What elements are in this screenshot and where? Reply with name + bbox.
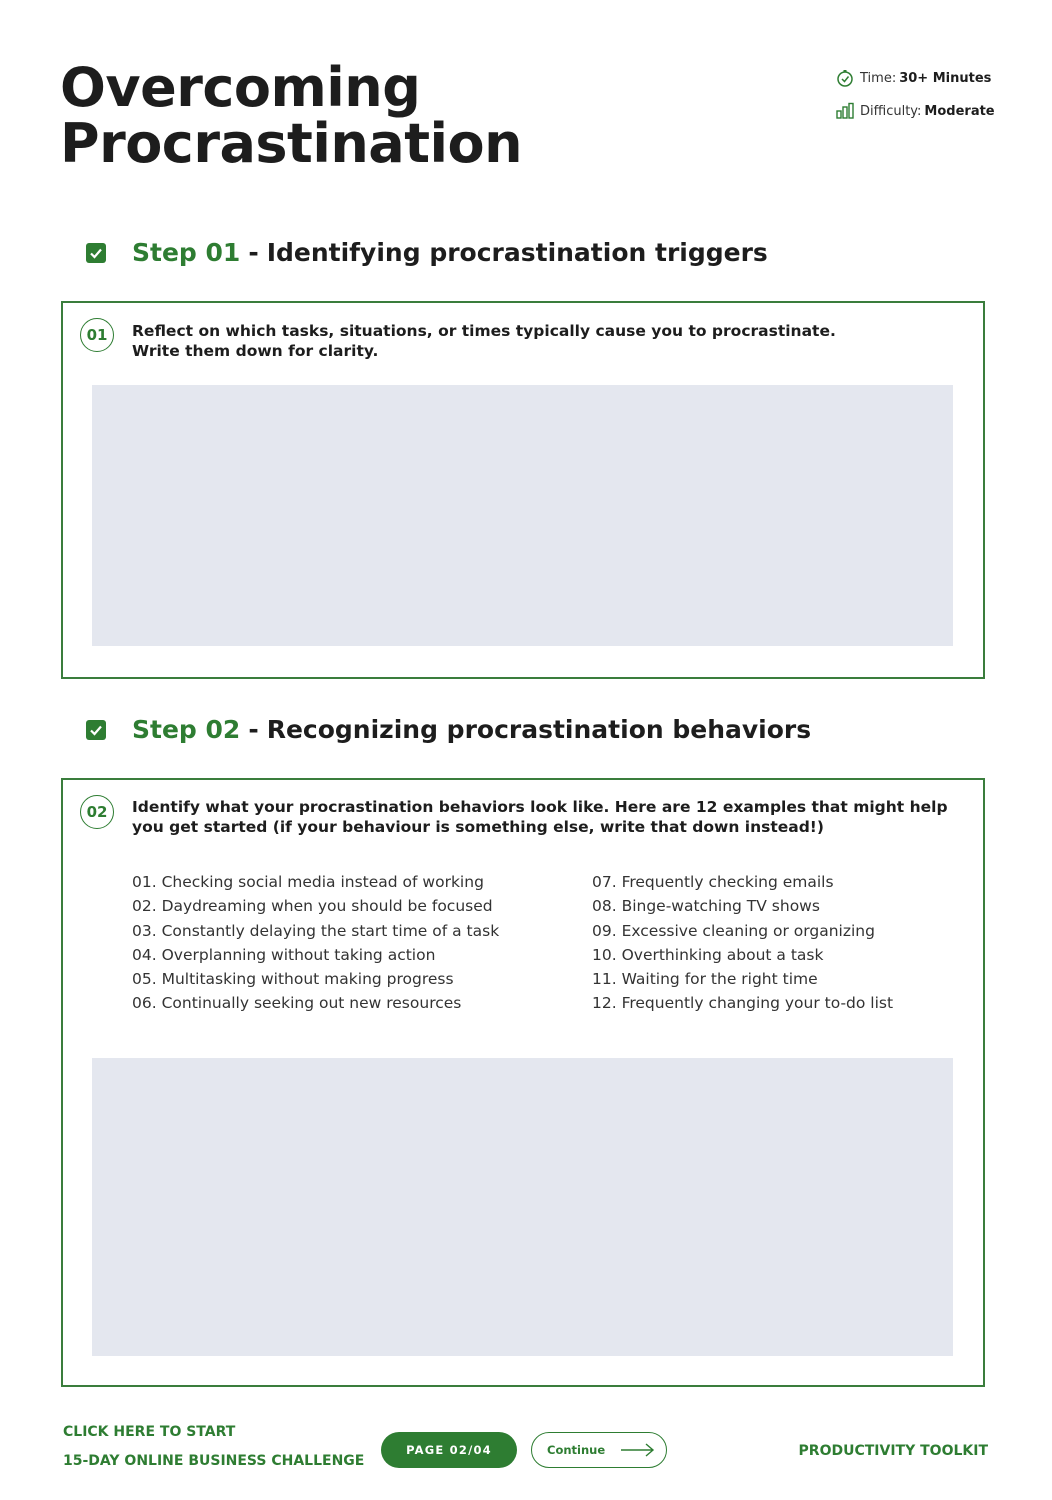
checkbox-checked-icon[interactable] [86, 243, 106, 263]
checkbox-checked-icon[interactable] [86, 720, 106, 740]
step1-title: Identifying procrastination triggers [266, 238, 768, 267]
page-indicator-label: PAGE 02/04 [406, 1443, 492, 1457]
step2-heading [86, 715, 811, 744]
difficulty-meta [836, 102, 995, 120]
list-item: 03. Constantly delaying the start time of a task [132, 921, 500, 940]
step2-title: Recognizing procrastination behaviors [266, 715, 812, 744]
step2-instruction-line2: you get started (if your behaviour is something else, write that down instead!) [132, 818, 824, 836]
list-item: 12. Frequently changing your to-do list [592, 994, 894, 1013]
step2-instruction-line1: Identify what your procrastination behaviors look like. Here are 12 examples that might help [132, 798, 948, 816]
examples-list-right [592, 870, 893, 1016]
page-title-line1: Overcoming [60, 56, 421, 119]
list-item: 08. Binge-watching TV shows [592, 897, 820, 916]
arrow-right-icon [620, 1442, 656, 1461]
list-item: 02. Daydreaming when you should be focused [132, 897, 493, 916]
list-item: 09. Excessive cleaning or organizing [592, 921, 875, 940]
cta-link-line1[interactable]: CLICK HERE TO START [63, 1424, 236, 1440]
list-item: 07. Frequently checking emails [592, 873, 834, 891]
list-item: 05. Multitasking without making progress [132, 970, 454, 989]
step2-number-badge: 02 [80, 795, 114, 829]
step1-number-badge: 01 [80, 318, 114, 352]
time-label: Time: [860, 70, 897, 86]
page-title [60, 56, 523, 175]
bar-chart-icon [836, 102, 854, 120]
step1-label: Step 01 [132, 238, 241, 267]
stopwatch-icon [836, 69, 854, 87]
page-title-line2: Procrastination [60, 112, 523, 175]
step2-separator: - [248, 715, 259, 744]
list-item: 04. Overplanning without taking action [132, 945, 436, 964]
step1-instruction-line1: Reflect on which tasks, situations, or times typically cause you to procrastinate. [132, 322, 836, 340]
step1-separator: - [248, 238, 259, 267]
step1-instruction [132, 321, 836, 361]
brand-name: PRODUCTIVITY TOOLKIT [798, 1443, 988, 1459]
step2-label: Step 02 [132, 715, 241, 744]
step1-instruction-line2: Write them down for clarity. [132, 342, 379, 360]
examples-list-left [132, 870, 499, 1016]
step2-instruction [132, 797, 948, 837]
time-value: 30+ Minutes [899, 70, 992, 86]
continue-button[interactable] [531, 1432, 667, 1468]
step2-box [61, 778, 985, 1387]
page-indicator [381, 1432, 517, 1468]
difficulty-label: Difficulty: [860, 103, 922, 119]
time-meta [836, 69, 991, 87]
step2-writing-area[interactable] [92, 1058, 953, 1356]
list-item: 01. Checking social media instead of working [132, 873, 484, 891]
difficulty-value: Moderate [924, 103, 995, 119]
continue-button-label: Continue [547, 1443, 606, 1457]
list-item: 11. Waiting for the right time [592, 970, 818, 989]
step1-box [61, 301, 985, 679]
list-item: 10. Overthinking about a task [592, 945, 824, 964]
cta-link-line2[interactable]: 15-DAY ONLINE BUSINESS CHALLENGE [63, 1453, 365, 1469]
list-item: 06. Continually seeking out new resources [132, 994, 462, 1013]
step1-heading [86, 238, 768, 267]
step1-writing-area[interactable] [92, 385, 953, 646]
